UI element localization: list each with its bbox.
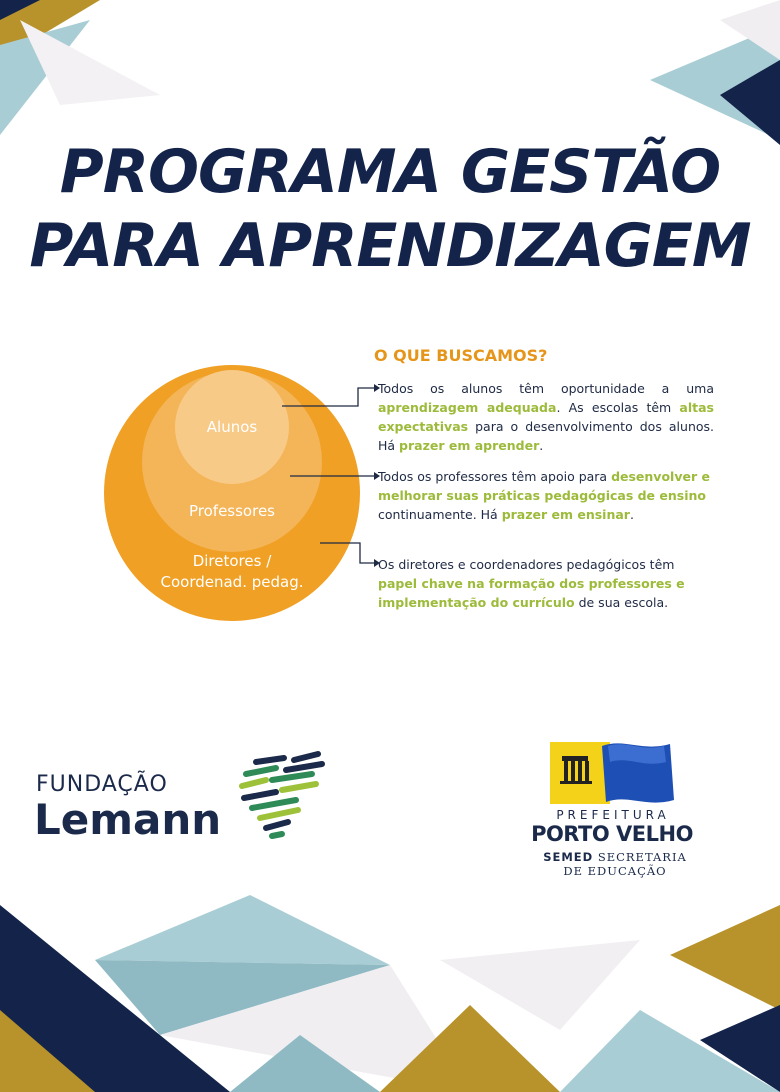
paragraph-diretores: Os diretores e coordenadores pedagógicos têm papel chave na formação dos professores e implementação do currículo de sua escola. — [378, 557, 685, 610]
porto-velho-logo-semed: SEMED SECRETARIA DE EDUCAÇÃO — [543, 850, 687, 878]
label-professores: Professores — [189, 502, 275, 520]
label-alunos: Alunos — [206, 418, 258, 436]
porto-velho-logo-prefeitura: PREFEITURA — [556, 808, 670, 822]
lemann-brazil-map-icon — [236, 750, 328, 842]
page-title-line2: PARA APRENDIZAGEM — [29, 211, 751, 281]
paragraph-alunos: Todos os alunos têm oportunidade a uma aprendizagem adequada. As escolas têm altas expectativas para o desenvolvimento dos alunos. Há prazer em aprender. — [378, 381, 714, 453]
label-diretores: Diretores / — [192, 552, 272, 570]
lemann-logo-line1: FUNDAÇÃO — [36, 772, 168, 797]
porto-velho-flag-icon — [546, 738, 678, 810]
label-coordenadores: Coordenad. pedag. — [160, 573, 304, 591]
porto-velho-logo-name: PORTO VELHO — [531, 822, 693, 846]
paragraph-professores: Todos os professores têm apoio para desenvolver e melhorar suas práticas pedagógicas de ensino continuamente. Há prazer em ensinar. — [378, 469, 710, 522]
section-heading: O QUE BUSCAMOS? — [374, 346, 548, 365]
page-title-line1: PROGRAMA GESTÃO — [59, 137, 721, 207]
lemann-logo-line2: Lemann — [34, 795, 222, 844]
